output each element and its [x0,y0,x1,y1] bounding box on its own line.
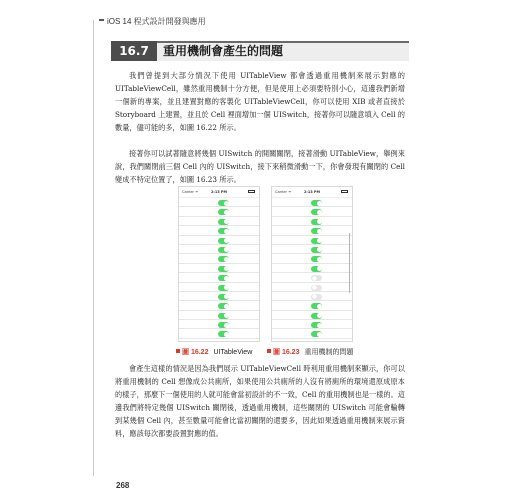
battery-icon [248,190,255,193]
table-row [179,207,259,216]
switch-on[interactable] [311,247,322,253]
table-row [179,320,259,329]
table-row [179,273,259,282]
battery-icon [341,190,348,193]
caption-marker-icon [267,349,271,353]
table-row [179,236,259,245]
table-row [179,301,259,310]
table-row [272,245,352,254]
switch-on[interactable] [311,238,322,244]
table-row [272,254,352,263]
table-row [272,217,352,226]
scroll-indicator [349,233,351,293]
figure-caption-text: 重用機制的問題 [304,349,354,356]
table-view[interactable] [272,198,352,339]
paragraph-1: 我們曾提到大部分情況下使用 UITableView 都會透過重用機制來展示對應的 UITableViewCell，雖然重用機制十分方便，但是使用上必須要特別小心，這邊我們新增一個新的專案，並且建置對應的客製化 UITableViewCell，你可以使用 XIB 或者直接於 Storyboard 上建置，並且於 Cell 裡面增加一個 UISwitch，接著你可以隨意填入 Cell 的數量，儘可能的多，如圖 16.22 所示。 [115,71,405,132]
table-row [179,292,259,301]
switch-on[interactable] [311,219,322,225]
table-row [179,245,259,254]
switch-off[interactable] [311,285,322,291]
switch-on[interactable] [311,209,322,215]
table-row [179,311,259,320]
switch-on[interactable] [218,303,229,309]
table-row [179,264,259,273]
switch-on[interactable] [218,322,229,328]
status-time: 2:13 PM [211,190,227,194]
running-head-marker [99,19,104,21]
table-row [272,329,352,338]
section-title-bar [111,41,409,61]
switch-on[interactable] [218,200,229,206]
table-row [179,217,259,226]
switch-off[interactable] [311,275,322,281]
status-time: 2:13 PM [304,190,320,194]
table-row [179,198,259,207]
table-row [179,329,259,338]
switch-on[interactable] [218,228,229,234]
switch-on[interactable] [218,266,229,272]
table-view[interactable] [179,198,259,339]
switch-on[interactable] [311,256,322,262]
figure-number: 圖 16.23 [273,349,300,356]
carrier-label: Carrier ᯤ [182,190,199,194]
switch-on[interactable] [218,247,229,253]
paragraph-2: 接著你可以試著隨意將幾個 UISwitch 的開關關閉，接著滑動 UITableView，舉例來說，我們關閉前三個 Cell 內的 UISwitch，接下來稍微滑動一下，你會發現有關閉的 Cell 變成不特定位置了，如圖 16.23 所示。 [115,149,405,184]
table-row [272,311,352,320]
figure-16-23-screenshot [271,186,353,342]
table-row [272,236,352,245]
caption-marker-icon [176,349,180,353]
switch-off[interactable] [311,294,322,300]
switch-on[interactable] [218,275,229,281]
running-head: iOS 14 程式設計開發與應用 [107,17,206,26]
switch-on[interactable] [218,294,229,300]
switch-on[interactable] [311,313,322,319]
table-row [179,254,259,263]
table-row [272,273,352,282]
table-row [272,226,352,235]
table-row [272,264,352,273]
figure-caption-text: UITableView [213,349,253,356]
switch-on[interactable] [311,228,322,234]
figure-16-22-screenshot [178,186,260,342]
figure-number: 圖 16.22 [182,349,209,356]
switch-on[interactable] [311,331,322,337]
figure-16-22-caption [176,347,252,357]
switch-on[interactable] [218,256,229,262]
switch-on[interactable] [218,313,229,319]
switch-on[interactable] [311,266,322,272]
status-bar [179,187,259,198]
switch-on[interactable] [218,331,229,337]
table-row [272,292,352,301]
table-row [272,207,352,216]
table-row [272,198,352,207]
switch-on[interactable] [311,303,322,309]
switch-on[interactable] [311,200,322,206]
switch-on[interactable] [218,219,229,225]
table-row [272,301,352,310]
switch-on[interactable] [218,209,229,215]
figure-16-23-caption [267,347,353,357]
section-number: 16.7 [111,41,157,61]
carrier-label: Carrier ᯤ [275,190,292,194]
switch-on[interactable] [311,322,322,328]
section-title: 重用機制會產生的問題 [163,44,284,58]
paragraph-3: 會產生這樣的情況是因為我們展示 UITableViewCell 時利用重用機制來顯示，你可以將重用機制的 Cell 想像成公共廁所，如果使用公共廁所的人沒有將廁所的環境還原成原本的樣子，那麼下一個使用的人就可能會當初設計的不一致，Cell 的重用機制也是一樣的。這邊我們將特定幾個 UISwitch 關閉後，透過重用機制，這些關閉的 UISwitch 可能會輪轉到某幾個 Cell 內，甚至數量可能會比當初關閉的還要多，因此如果透過重用機制來展示資料，應該每次都要設置對應的值。 [115,364,405,438]
table-row [272,320,352,329]
table-row [179,283,259,292]
table-row [179,226,259,235]
switch-on[interactable] [218,285,229,291]
page-number: 268 [116,481,130,490]
margin-rule [93,20,94,476]
status-bar [272,187,352,198]
table-row [272,283,352,292]
switch-on[interactable] [218,238,229,244]
